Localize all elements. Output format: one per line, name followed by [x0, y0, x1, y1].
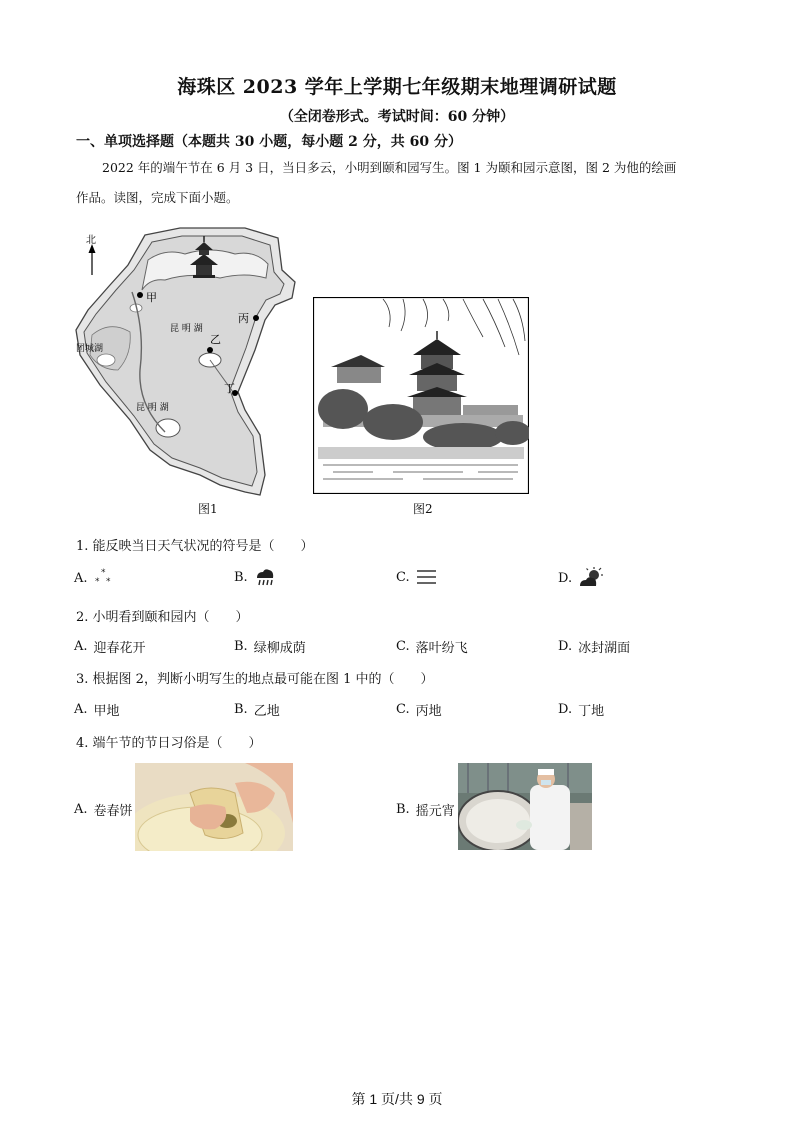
figure2-caption: 图2 — [413, 502, 433, 516]
question-1-stem: 1. 能反映当日天气状况的符号是（ ） — [76, 539, 314, 554]
figure1-caption: 图1 — [198, 502, 218, 516]
label-yi: 乙 — [210, 333, 221, 346]
question-2-option-a[interactable] — [74, 637, 146, 656]
option-text: 迎春花开 — [93, 641, 146, 656]
question-2-stem: 2. 小明看到颐和园内（ ） — [76, 610, 249, 625]
north-label: 北 — [86, 235, 96, 246]
snow-icon — [94, 567, 116, 589]
option-text: 乙地 — [253, 704, 280, 719]
option-label: A. — [74, 639, 88, 654]
question-1-option-b[interactable] — [234, 567, 276, 587]
option-label: A. — [74, 702, 88, 717]
option-label: C. — [396, 639, 410, 654]
label-ding: 丁 — [224, 382, 235, 395]
question-2-option-c[interactable] — [396, 637, 468, 656]
svg-text:*: * — [94, 577, 100, 587]
question-1-option-d[interactable] — [558, 567, 604, 589]
option-label: B. — [234, 569, 248, 585]
option-text: 摇元宵 — [415, 804, 455, 819]
question-3-option-a[interactable] — [74, 700, 120, 719]
option-text: 丙地 — [415, 704, 442, 719]
question-4-stem: 4. 端午节的节日习俗是（ ） — [76, 736, 262, 751]
option-text: 落叶纷飞 — [415, 641, 468, 656]
exam-subtitle: （全闭卷形式。考试时间：60 分钟） — [279, 109, 515, 125]
question-1-option-a[interactable] — [74, 567, 116, 589]
option-label: D. — [558, 702, 573, 717]
question-3-option-d[interactable] — [558, 700, 604, 719]
question-2-option-b[interactable] — [234, 637, 306, 656]
label-bing: 丙 — [238, 312, 249, 325]
option-text: 卷春饼 — [93, 804, 133, 819]
point-bing — [253, 315, 259, 321]
exam-title: 海珠区 2023 学年上学期七年级期末地理调研试题 — [177, 76, 617, 98]
intro-line-2: 作品。读图，完成下面小题。 — [76, 190, 239, 205]
option-label: D. — [558, 570, 573, 586]
option-label: C. — [396, 702, 410, 717]
label-jia: 甲 — [146, 291, 157, 304]
label-tuancheng: 团城湖 — [76, 344, 104, 354]
option-label: C. — [396, 569, 410, 585]
svg-text:*: * — [105, 577, 111, 587]
option-label: A. — [74, 570, 88, 586]
option-label: B. — [234, 702, 248, 717]
label-kunming-north: 昆 明 湖 — [170, 324, 203, 334]
option-text: 绿柳成荫 — [253, 641, 306, 656]
figure2-sketch — [313, 297, 529, 494]
option-label: B. — [234, 639, 248, 654]
question-3-stem: 3. 根据图 2，判断小明写生的地点最可能在图 1 中的（ ） — [76, 672, 434, 687]
option-label: D. — [558, 639, 573, 654]
question-4-option-a[interactable] — [74, 800, 133, 819]
intro-line-1: 2022 年的端午节在 6 月 3 日，当日多云，小明到颐和园写生。图 1 为颐和园示意图，图 2 为他的绘画 — [102, 160, 677, 175]
option-text: 甲地 — [93, 704, 120, 719]
question-2-option-d[interactable] — [558, 637, 630, 656]
question-3-option-b[interactable] — [234, 700, 280, 719]
option-label: A. — [74, 802, 88, 817]
spring-roll-photo — [135, 763, 293, 851]
section-heading: 一、单项选择题（本题共 30 小题，每小题 2 分，共 60 分） — [76, 134, 462, 150]
figure1-map — [70, 220, 310, 505]
point-yi — [207, 347, 213, 353]
partly-cloudy-icon — [578, 567, 604, 589]
option-text: 丁地 — [578, 704, 605, 719]
question-1-option-c[interactable] — [396, 567, 438, 587]
page-number: 第 1 页/共 9 页 — [351, 1091, 443, 1107]
question-4-option-b[interactable] — [396, 800, 455, 819]
point-jia — [137, 292, 143, 298]
svg-text:*: * — [100, 568, 106, 578]
question-3-option-c[interactable] — [396, 700, 442, 719]
option-text: 冰封湖面 — [578, 641, 631, 656]
option-label: B. — [396, 802, 410, 817]
rain-cloud-icon — [254, 567, 276, 587]
label-kunming-south: 昆 明 湖 — [136, 403, 169, 413]
fog-icon — [416, 567, 438, 587]
yuanxiao-photo — [458, 763, 592, 850]
